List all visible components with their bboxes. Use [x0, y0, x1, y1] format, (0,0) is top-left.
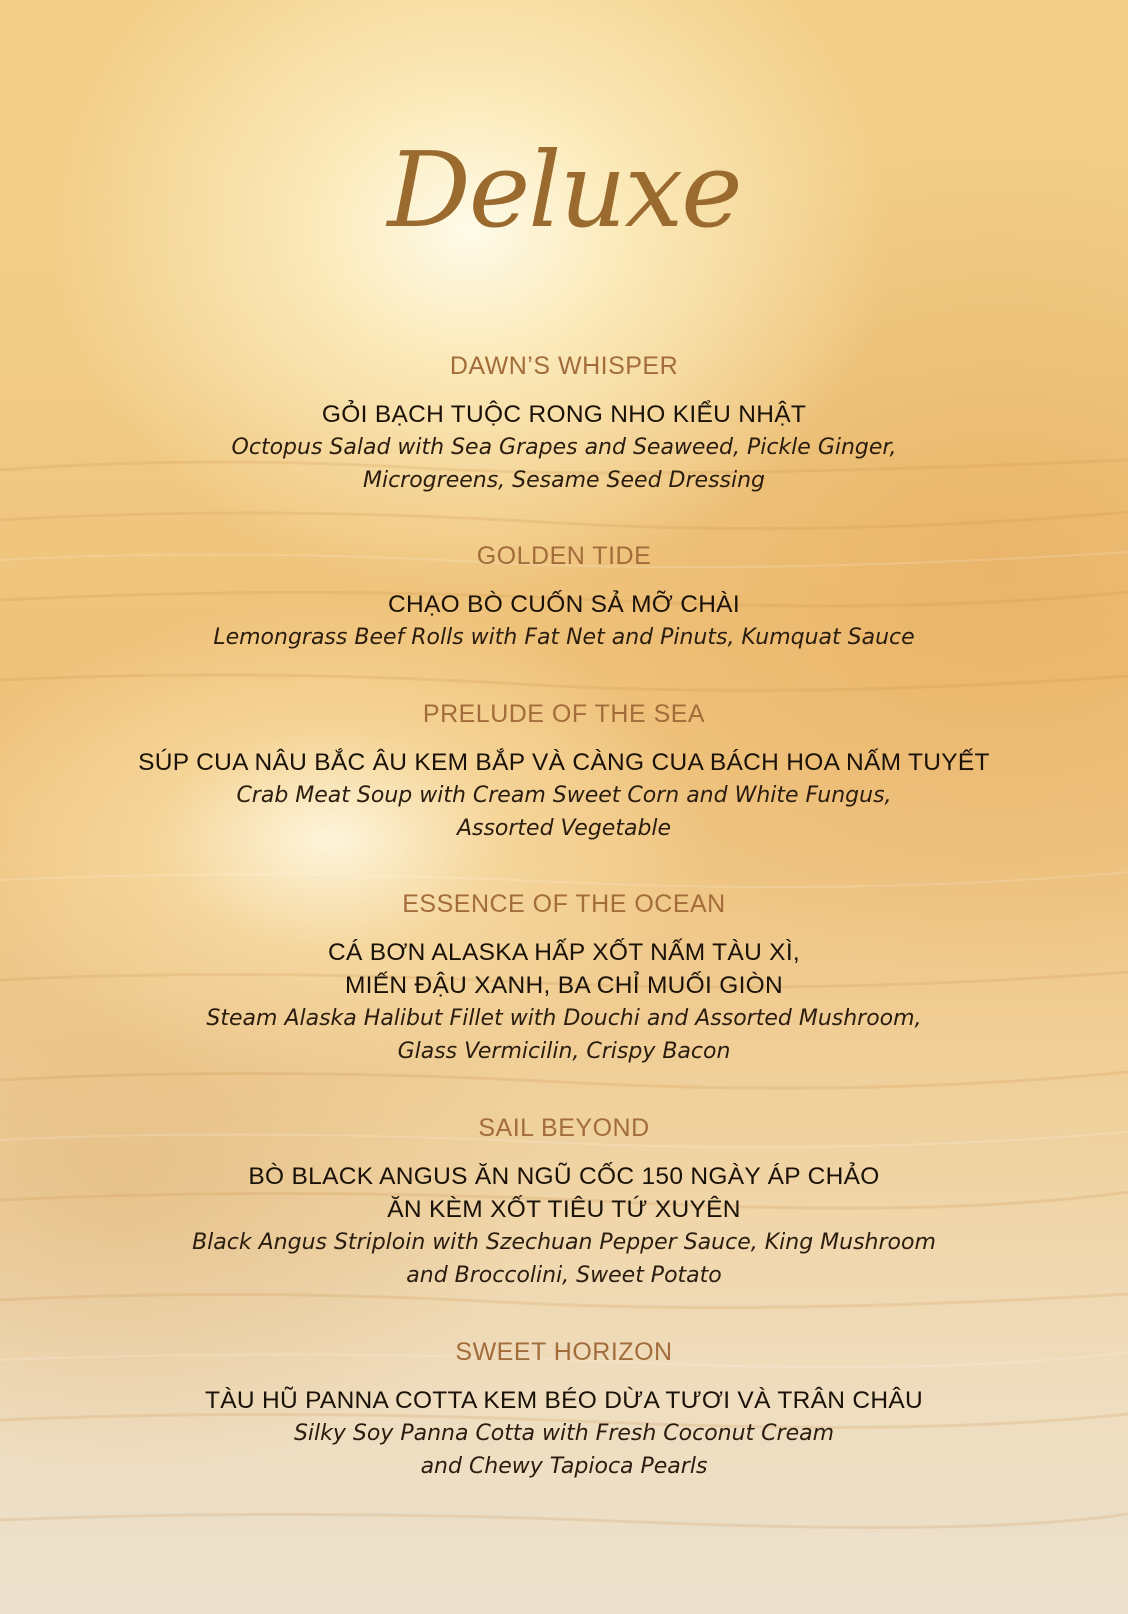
dish-english-description: and Chewy Tapioca Pearls: [420, 1454, 708, 1479]
dish-english-description: Octopus Salad with Sea Grapes and Seaweed, Pickle Ginger,: [231, 435, 897, 460]
course-name: GOLDEN TIDE: [476, 542, 652, 570]
course-name: ESSENCE OF THE OCEAN: [402, 890, 726, 918]
dish-english-description: and Broccolini, Sweet Potato: [406, 1263, 722, 1288]
course-name: SAIL BEYOND: [478, 1114, 650, 1142]
course-essence-of-the-ocean: [0, 888, 1128, 1068]
dish-vietnamese-name: SÚP CUA NÂU BẮC ÂU KEM BẮP VÀ CÀNG CUA BÁCH HOA NẤM TUYẾT: [138, 749, 990, 776]
course-name: PRELUDE OF THE SEA: [422, 700, 706, 728]
course-name: DAWN’S WHISPER: [449, 352, 679, 380]
dish-vietnamese-name: MIẾN ĐẬU XANH, BA CHỈ MUỐI GIÒN: [344, 972, 784, 999]
dish-english-description: Crab Meat Soup with Cream Sweet Corn and White Fungus,: [236, 783, 892, 808]
dish-vietnamese-name: GỎI BẠCH TUỘC RONG NHO KIỂU NHẬT: [321, 401, 807, 428]
dish-vietnamese-name: CHẠO BÒ CUỐN SẢ MỠ CHÀI: [388, 591, 740, 618]
course-name: SWEET HORIZON: [455, 1338, 673, 1366]
menu-title: Deluxe: [387, 129, 741, 251]
course-dawns-whisper: [0, 350, 1128, 497]
course-golden-tide: [0, 540, 1128, 654]
course-sail-beyond: [0, 1112, 1128, 1292]
dish-english-description: Silky Soy Panna Cotta with Fresh Coconut Cream: [293, 1421, 835, 1446]
dish-vietnamese-name: BÒ BLACK ANGUS ĂN NGŨ CỐC 150 NGÀY ÁP CHẢO: [248, 1163, 880, 1190]
dish-english-description: Microgreens, Sesame Seed Dressing: [362, 468, 766, 493]
dish-english-description: Glass Vermicilin, Crispy Bacon: [397, 1039, 731, 1064]
course-prelude-of-the-sea: [0, 698, 1128, 845]
dish-vietnamese-name: ĂN KÈM XỐT TIÊU TỨ XUYÊN: [387, 1196, 741, 1223]
course-sweet-horizon: [0, 1336, 1128, 1483]
dish-english-description: Black Angus Striploin with Szechuan Pepper Sauce, King Mushroom: [192, 1230, 936, 1255]
dish-vietnamese-name: CÁ BƠN ALASKA HẤP XỐT NẤM TÀU XÌ,: [327, 939, 801, 966]
dish-english-description: Assorted Vegetable: [456, 816, 672, 841]
dish-english-description: Steam Alaska Halibut Fillet with Douchi and Assorted Mushroom,: [206, 1006, 922, 1031]
dish-english-description: Lemongrass Beef Rolls with Fat Net and Pinuts, Kumquat Sauce: [213, 625, 915, 650]
dish-vietnamese-name: TÀU HŨ PANNA COTTA KEM BÉO DỪA TƯƠI VÀ TRÂN CHÂU: [205, 1387, 923, 1414]
